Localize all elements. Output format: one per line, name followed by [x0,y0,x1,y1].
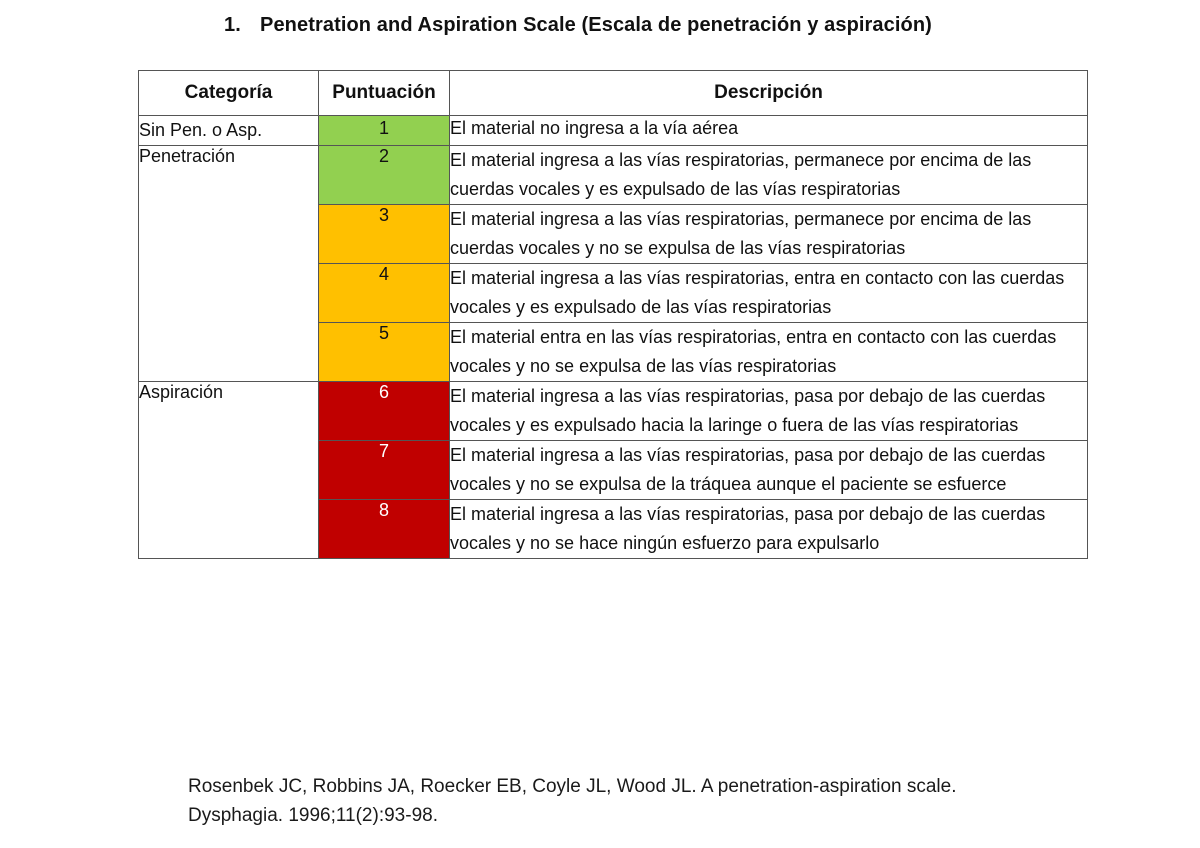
description-cell: El material no ingresa a la vía aérea [450,116,1088,146]
score-cell: 4 [319,264,450,323]
description-cell: El material ingresa a las vías respiratorias, entra en contacto con las cuerdas vocales y es expulsado de las vías respiratorias [450,264,1088,323]
header-description: Descripción [450,71,1088,116]
page-title [224,14,932,37]
reference-line-2: Dysphagia. 1996;11(2):93-98. [188,805,438,826]
description-cell: El material ingresa a las vías respiratorias, pasa por debajo de las cuerdas vocales y no se hace ningún esfuerzo para expulsarlo [450,500,1088,559]
score-cell: 1 [319,116,450,146]
score-cell: 5 [319,323,450,382]
reference-line-1: Rosenbek JC, Robbins JA, Roecker EB, Coyle JL, Wood JL. A penetration-aspiration scale. [188,776,957,797]
category-aspiration: Aspiración [139,382,319,559]
description-cell: El material entra en las vías respiratorias, entra en contacto con las cuerdas vocales y no se expulsa de las vías respiratorias [450,323,1088,382]
table-row [139,146,1088,205]
score-cell: 7 [319,441,450,500]
title-text: Penetration and Aspiration Scale (Escala de penetración y aspiración) [260,14,932,36]
header-category: Categoría [139,71,319,116]
table-header-row [139,71,1088,116]
penetration-aspiration-table [138,70,1088,559]
description-cell: El material ingresa a las vías respiratorias, pasa por debajo de las cuerdas vocales y es expulsado hacia la laringe o fuera de las vías respiratorias [450,382,1088,441]
score-cell: 2 [319,146,450,205]
table-row [139,382,1088,441]
title-number: 1. [224,14,241,36]
description-cell: El material ingresa a las vías respiratorias, pasa por debajo de las cuerdas vocales y no se expulsa de la tráquea aunque el paciente se esfuerce [450,441,1088,500]
category-none: Sin Pen. o Asp. [139,116,319,146]
reference-citation [188,772,1068,830]
score-cell: 6 [319,382,450,441]
score-cell: 8 [319,500,450,559]
description-cell: El material ingresa a las vías respiratorias, permanece por encima de las cuerdas vocales y es expulsado de las vías respiratorias [450,146,1088,205]
category-penetration: Penetración [139,146,319,382]
description-cell: El material ingresa a las vías respiratorias, permanece por encima de las cuerdas vocales y no se expulsa de las vías respiratorias [450,205,1088,264]
score-cell: 3 [319,205,450,264]
table-row [139,116,1088,146]
header-score: Puntuación [319,71,450,116]
